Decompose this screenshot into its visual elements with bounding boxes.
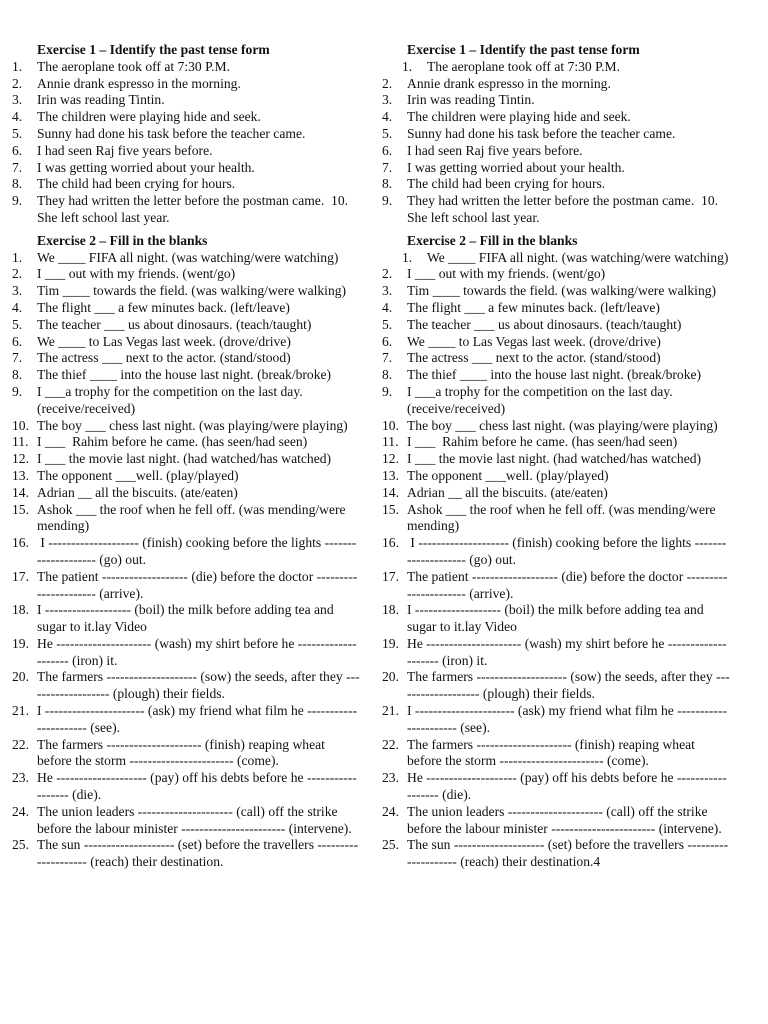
list-item <box>382 636 730 670</box>
item-number: 25. <box>12 837 29 853</box>
item-text: We ____ to Las Vegas last week. (drove/drive) <box>407 333 661 349</box>
item-number: 7. <box>382 159 393 175</box>
item-number: 1. <box>402 249 413 265</box>
list-item <box>12 602 360 636</box>
item-number: 9. <box>382 383 393 399</box>
item-number: 1. <box>402 58 413 74</box>
item-number: 12. <box>12 451 29 467</box>
list-item <box>12 434 360 451</box>
list-item <box>12 334 360 351</box>
item-number: 15. <box>382 501 399 517</box>
item-text: I ------------------- (boil) the milk before adding tea and sugar to it.lay Video <box>37 602 338 635</box>
item-text: The teacher ___ us about dinosaurs. (teach/taught) <box>37 316 312 332</box>
list-item <box>382 434 730 451</box>
exercise-1-list <box>382 59 730 227</box>
list-item <box>382 143 730 160</box>
list-item <box>382 737 730 771</box>
list-item <box>12 384 360 418</box>
item-number: 7. <box>382 350 393 366</box>
item-text: I was getting worried about your health. <box>407 159 625 175</box>
item-number: 2. <box>382 266 393 282</box>
item-number: 6. <box>382 333 393 349</box>
item-number: 3. <box>12 92 23 108</box>
item-number: 25. <box>382 837 399 853</box>
item-number: 8. <box>12 176 23 192</box>
item-text: The flight ___ a few minutes back. (left/leave) <box>407 299 660 315</box>
item-number: 24. <box>382 803 399 819</box>
list-item <box>382 384 730 418</box>
item-number: 10. <box>382 417 399 433</box>
item-number: 20. <box>382 669 399 685</box>
item-text: The farmers --------------------- (finish) reaping wheat before the storm ----------------------- (come). <box>407 736 699 769</box>
item-text: Annie drank espresso in the morning. <box>407 75 611 91</box>
item-text: The opponent ___well. (play/played) <box>407 467 609 483</box>
item-text: I -------------------- (finish) cooking before the lights -------------------- (go) out. <box>37 535 357 567</box>
list-item <box>382 418 730 435</box>
item-text: I ___ out with my friends. (went/go) <box>407 266 606 282</box>
item-number: 6. <box>12 142 23 158</box>
list-item <box>382 485 730 502</box>
list-item <box>382 109 730 126</box>
list-item <box>382 804 730 838</box>
item-number: 9. <box>382 193 393 209</box>
item-text: I ___ Rahim before he came. (has seen/had seen) <box>37 434 308 450</box>
list-item <box>12 59 360 76</box>
item-text: The patient ------------------- (die) before the doctor ---------------------- (arrive). <box>37 568 358 601</box>
item-number: 5. <box>382 125 393 141</box>
item-text: Ashok ___ the roof when he fell off. (was mending/were mending) <box>37 501 349 534</box>
list-item <box>12 502 360 536</box>
list-item <box>12 535 360 569</box>
item-number: 2. <box>382 75 393 91</box>
exercise-1-title: Exercise 1 – Identify the past tense form <box>37 42 270 57</box>
item-text: The sun -------------------- (set) before the travellers -------------------- (reach) their destination.4 <box>407 837 729 870</box>
item-number: 17. <box>12 568 29 584</box>
list-item <box>12 160 360 177</box>
item-text: The farmers -------------------- (sow) the seeds, after they ------------------- (plough) their fields. <box>407 669 730 702</box>
item-number: 22. <box>12 736 29 752</box>
exercise-2-title: Exercise 2 – Fill in the blanks <box>407 232 578 248</box>
item-number: 5. <box>382 316 393 332</box>
item-text: Adrian __ all the biscuits. (ate/eaten) <box>37 484 238 500</box>
item-text: Annie drank espresso in the morning. <box>37 75 241 91</box>
list-item <box>12 176 360 193</box>
item-number: 16. <box>12 535 29 551</box>
list-item <box>12 485 360 502</box>
list-item <box>382 367 730 384</box>
item-number: 14. <box>382 484 399 500</box>
item-text: The child had been crying for hours. <box>37 176 236 192</box>
item-text: The patient ------------------- (die) before the doctor ---------------------- (arrive). <box>407 568 728 601</box>
list-item <box>12 569 360 603</box>
item-text: Sunny had done his task before the teacher came. <box>407 125 676 141</box>
item-number: 17. <box>382 568 399 584</box>
list-item <box>12 283 360 300</box>
item-text: I ---------------------- (ask) my friend what film he ---------------------- (see). <box>407 703 728 735</box>
item-number: 7. <box>12 159 23 175</box>
item-text: I had seen Raj five years before. <box>407 142 583 158</box>
item-text: He --------------------- (wash) my shirt before he -------------------- (iron) it. <box>37 635 357 668</box>
item-text: They had written the letter before the postman came. 10. She left school last year. <box>37 193 352 225</box>
item-number: 21. <box>12 703 29 719</box>
item-text: Ashok ___ the roof when he fell off. (was mending/were mending) <box>407 501 719 534</box>
item-text: I ___ Rahim before he came. (has seen/had seen) <box>407 434 678 450</box>
list-item <box>12 468 360 485</box>
item-text: The aeroplane took off at 7:30 P.M. <box>427 58 621 74</box>
exercise-1-title: Exercise 1 – Identify the past tense form <box>407 42 640 57</box>
item-text: The farmers -------------------- (sow) the seeds, after they ------------------- (plough) their fields. <box>37 669 360 702</box>
item-number: 3. <box>382 92 393 108</box>
item-text: The flight ___ a few minutes back. (left/leave) <box>37 299 290 315</box>
item-text: The actress ___ next to the actor. (stand/stood) <box>37 350 291 366</box>
item-number: 18. <box>382 602 399 618</box>
item-number: 4. <box>12 299 23 315</box>
item-number: 6. <box>12 333 23 349</box>
item-number: 10. <box>12 417 29 433</box>
item-number: 6. <box>382 142 393 158</box>
item-text: The union leaders --------------------- (call) off the strike before the labour minister ----------------------- (intervene). <box>37 803 352 836</box>
exercise-2-list <box>12 250 360 871</box>
list-item <box>382 569 730 603</box>
item-number: 1. <box>12 58 23 74</box>
item-number: 18. <box>12 602 29 618</box>
list-item <box>382 193 730 227</box>
item-text: The farmers --------------------- (finish) reaping wheat before the storm ----------------------- (come). <box>37 736 329 769</box>
item-number: 8. <box>382 176 393 192</box>
item-number: 16. <box>382 535 399 551</box>
item-number: 8. <box>382 367 393 383</box>
list-item <box>12 669 360 703</box>
item-number: 14. <box>12 484 29 500</box>
item-number: 19. <box>382 635 399 651</box>
worksheet-column-left <box>12 42 360 871</box>
item-number: 3. <box>382 283 393 299</box>
item-text: Irin was reading Tintin. <box>407 92 535 108</box>
item-number: 15. <box>12 501 29 517</box>
item-number: 13. <box>382 467 399 483</box>
list-item <box>382 451 730 468</box>
item-text: The boy ___ chess last night. (was playing/were playing) <box>407 417 718 433</box>
item-number: 7. <box>12 350 23 366</box>
list-item <box>12 804 360 838</box>
exercise-2-list <box>382 250 730 871</box>
list-item <box>12 109 360 126</box>
item-text: He --------------------- (wash) my shirt before he -------------------- (iron) it. <box>407 635 727 668</box>
list-item <box>12 266 360 283</box>
item-number: 24. <box>12 803 29 819</box>
item-number: 11. <box>382 434 399 450</box>
list-item <box>382 300 730 317</box>
item-number: 5. <box>12 316 23 332</box>
item-number: 9. <box>12 383 23 399</box>
item-number: 4. <box>382 109 393 125</box>
item-number: 5. <box>12 125 23 141</box>
worksheet-column-right <box>382 42 730 871</box>
item-text: The union leaders --------------------- (call) off the strike before the labour minister ----------------------- (intervene). <box>407 803 722 836</box>
item-text: We ____ FIFA all night. (was watching/were watching) <box>427 249 729 265</box>
list-item <box>12 143 360 160</box>
list-item <box>382 837 730 871</box>
item-text: We ____ to Las Vegas last week. (drove/drive) <box>37 333 291 349</box>
list-item <box>382 770 730 804</box>
item-number: 13. <box>12 467 29 483</box>
item-text: The child had been crying for hours. <box>407 176 606 192</box>
item-text: I ___a trophy for the competition on the last day. (receive/received) <box>407 383 677 416</box>
item-text: I ___ the movie last night. (had watched/has watched) <box>407 451 702 467</box>
list-item <box>12 770 360 804</box>
list-item <box>382 76 730 93</box>
list-item <box>12 703 360 737</box>
item-text: We ____ FIFA all night. (was watching/were watching) <box>37 249 339 265</box>
item-number: 8. <box>12 367 23 383</box>
item-number: 21. <box>382 703 399 719</box>
item-text: The boy ___ chess last night. (was playing/were playing) <box>37 417 348 433</box>
item-text: Tim ____ towards the field. (was walking/were walking) <box>37 283 347 299</box>
list-item <box>12 126 360 143</box>
list-item <box>12 76 360 93</box>
list-item <box>382 266 730 283</box>
item-number: 23. <box>382 770 399 786</box>
exercise-2-title: Exercise 2 – Fill in the blanks <box>37 232 208 248</box>
list-item <box>12 737 360 771</box>
item-number: 9. <box>12 193 23 209</box>
item-text: They had written the letter before the postman came. 10. She left school last year. <box>407 193 722 225</box>
item-text: The aeroplane took off at 7:30 P.M. <box>37 58 231 74</box>
list-item <box>382 602 730 636</box>
item-text: The thief ____ into the house last night. (break/broke) <box>37 367 332 383</box>
item-text: The thief ____ into the house last night. (break/broke) <box>407 367 702 383</box>
list-item <box>12 418 360 435</box>
list-item <box>382 317 730 334</box>
list-item <box>12 837 360 871</box>
list-item <box>382 468 730 485</box>
item-number: 12. <box>382 451 399 467</box>
item-number: 3. <box>12 283 23 299</box>
list-item <box>382 92 730 109</box>
item-number: 11. <box>12 434 29 450</box>
item-number: 20. <box>12 669 29 685</box>
list-item <box>382 703 730 737</box>
item-text: I ___ the movie last night. (had watched/has watched) <box>37 451 332 467</box>
list-item <box>12 300 360 317</box>
item-text: Tim ____ towards the field. (was walking/were walking) <box>407 283 717 299</box>
item-number: 4. <box>12 109 23 125</box>
item-text: The children were playing hide and seek. <box>37 109 261 125</box>
item-text: I had seen Raj five years before. <box>37 142 213 158</box>
list-item <box>382 176 730 193</box>
item-text: I was getting worried about your health. <box>37 159 255 175</box>
item-text: He -------------------- (pay) off his debts before he ------------------ (die). <box>407 770 727 803</box>
item-text: The teacher ___ us about dinosaurs. (teach/taught) <box>407 316 682 332</box>
item-number: 22. <box>382 736 399 752</box>
list-item <box>12 451 360 468</box>
list-item <box>382 669 730 703</box>
item-text: I ------------------- (boil) the milk before adding tea and sugar to it.lay Video <box>407 602 708 635</box>
list-item <box>12 92 360 109</box>
item-number: 1. <box>12 249 23 265</box>
list-item <box>382 126 730 143</box>
list-item <box>12 193 360 227</box>
item-text: Adrian __ all the biscuits. (ate/eaten) <box>407 484 608 500</box>
list-item <box>382 502 730 536</box>
item-number: 2. <box>12 75 23 91</box>
item-text: I -------------------- (finish) cooking before the lights -------------------- (go) out. <box>407 535 727 567</box>
item-number: 4. <box>382 299 393 315</box>
item-number: 19. <box>12 635 29 651</box>
list-item <box>382 160 730 177</box>
item-text: The sun -------------------- (set) before the travellers -------------------- (reach) their destination. <box>37 837 359 870</box>
list-item <box>382 283 730 300</box>
list-item <box>382 250 730 267</box>
item-text: I ___a trophy for the competition on the last day. (receive/received) <box>37 383 307 416</box>
exercise-1-list <box>12 59 360 227</box>
item-text: I ---------------------- (ask) my friend what film he ---------------------- (see). <box>37 703 358 735</box>
list-item <box>382 535 730 569</box>
item-number: 2. <box>12 266 23 282</box>
item-text: I ___ out with my friends. (went/go) <box>37 266 236 282</box>
list-item <box>382 59 730 76</box>
list-item <box>12 350 360 367</box>
item-text: Sunny had done his task before the teacher came. <box>37 125 306 141</box>
list-item <box>382 334 730 351</box>
list-item <box>12 317 360 334</box>
list-item <box>12 250 360 267</box>
item-text: The opponent ___well. (play/played) <box>37 467 239 483</box>
list-item <box>12 367 360 384</box>
list-item <box>12 636 360 670</box>
list-item <box>382 350 730 367</box>
item-text: Irin was reading Tintin. <box>37 92 165 108</box>
item-number: 23. <box>12 770 29 786</box>
item-text: He -------------------- (pay) off his debts before he ------------------ (die). <box>37 770 357 803</box>
item-text: The actress ___ next to the actor. (stand/stood) <box>407 350 661 366</box>
item-text: The children were playing hide and seek. <box>407 109 631 125</box>
